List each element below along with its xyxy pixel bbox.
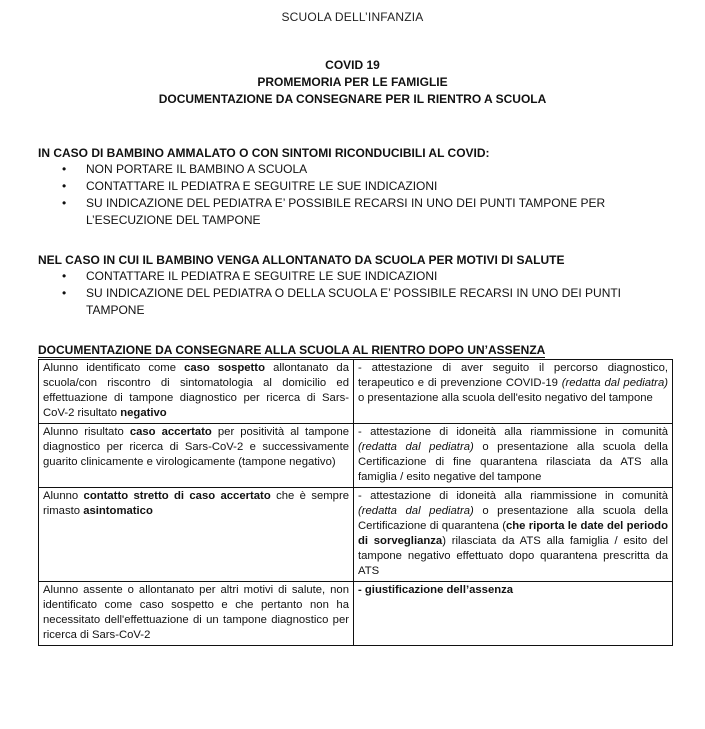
- text-segment: caso sospetto: [184, 362, 265, 374]
- title-line-3: DOCUMENTAZIONE DA CONSEGNARE PER IL RIENTRO A SCUOLA: [158, 92, 547, 106]
- text-segment: o presentazione alla scuola dell'esito negativo del tampone: [358, 392, 653, 404]
- text-segment: (redatta dal pediatra): [358, 441, 474, 453]
- table-row: [39, 360, 673, 424]
- text-segment: che riporta le date del periodo di sorveglianza: [358, 520, 668, 547]
- instruction-list: [38, 268, 678, 319]
- text-segment: negativo: [120, 407, 167, 419]
- text-segment: ) rilasciata da ATS alla famiglia / esito del tampone negativo effettuato dopo quarantena prescritta da ATS: [358, 535, 668, 577]
- case-cell: [39, 488, 354, 582]
- list-item: • NON PORTARE IL BAMBINO A SCUOLA: [62, 162, 308, 176]
- bullet-icon: •: [62, 179, 67, 193]
- bullet-icon: •: [62, 196, 67, 210]
- list-item: • CONTATTARE IL PEDIATRA E SEGUITRE LE SUE INDICAZIONI: [62, 269, 438, 283]
- instruction-list: [38, 161, 678, 229]
- documentation-table: [38, 359, 673, 646]
- bullet-icon: •: [62, 286, 67, 300]
- table-row: [39, 488, 673, 582]
- section-heading: IN CASO DI BAMBINO AMMALATO O CON SINTOMI RICONDUCIBILI AL COVID:: [38, 146, 490, 160]
- table-row: [39, 582, 673, 646]
- text-segment: Alunno identificato come: [43, 362, 185, 374]
- document-title: [0, 57, 705, 108]
- text-segment: (redatta dal pediatra): [358, 505, 474, 517]
- title-line-1: COVID 19: [325, 58, 380, 72]
- text-segment: Alunno assente o allontanato per altri motivi di salute, non identificato come caso sospetto e che pertanto non ha necessitato dell'effettuazione di un tampone diagnostico per ricerca di Sars-CoV-2: [43, 584, 349, 641]
- text-segment: (redatta dal pediatra): [561, 377, 668, 389]
- text-segment: contatto stretto di caso accertato: [83, 490, 271, 502]
- list-item: • SU INDICAZIONE DEL PEDIATRA E’ POSSIBILE RECARSI IN UNO DEI PUNTI TAMPONE PER L’ESECUZIONE DEL TAMPONE: [62, 196, 606, 227]
- list-item: • SU INDICAZIONE DEL PEDIATRA O DELLA SCUOLA E’ POSSIBILE RECARSI IN UNO DEI PUNTI TAMPONE: [62, 286, 622, 317]
- bullet-icon: •: [62, 162, 67, 176]
- table-heading: DOCUMENTAZIONE DA CONSEGNARE ALLA SCUOLA AL RIENTRO DOPO UN’ASSENZA: [38, 343, 546, 357]
- list-item: • CONTATTARE IL PEDIATRA E SEGUITRE LE SUE INDICAZIONI: [62, 179, 438, 193]
- text-segment: asintomatico: [83, 505, 153, 517]
- text-segment: che è sempre rimasto: [43, 490, 349, 517]
- case-cell: [39, 360, 354, 424]
- text-segment: per positività al tampone diagnostico per ricerca di Sars-CoV-2 e successivamente guarito clinicamente e virologicamente (tampone negativo): [43, 426, 350, 468]
- bullet-icon: •: [62, 269, 67, 283]
- case-cell: [39, 582, 354, 646]
- case-cell: [39, 424, 354, 488]
- table-row: [39, 424, 673, 488]
- text-segment: o presentazione alla scuola della Certificazione di fine quarantena rilasciata da ATS alla famiglia / esito negative del tampone: [358, 441, 668, 483]
- text-segment: allontanato da scuola/con riscontro di sintomatologia al domicilio ed effettuazione di tampone diagnostico per ricerca di Sars-CoV-2 risultato: [43, 362, 349, 419]
- documentation-cell: [354, 360, 673, 424]
- section-heading: NEL CASO IN CUI IL BAMBINO VENGA ALLONTANATO DA SCUOLA PER MOTIVI DI SALUTE: [38, 253, 565, 267]
- text-segment: - attestazione di aver seguito il percorso diagnostico, terapeutico e di prevenzione COVID-19: [358, 362, 668, 389]
- text-segment: - attestazione di idoneità alla riammissione in comunità: [358, 426, 668, 438]
- title-line-2: PROMEMORIA PER LE FAMIGLIE: [257, 75, 448, 89]
- text-segment: Alunno risultato: [43, 426, 130, 438]
- documentation-cell: [354, 424, 673, 488]
- school-header: SCUOLA DELL’INFANZIA: [281, 10, 424, 24]
- section-sick-child: [38, 145, 678, 229]
- text-segment: - giustificazione dell’assenza: [358, 584, 514, 596]
- text-segment: Alunno: [43, 490, 84, 502]
- documentation-cell: [354, 488, 673, 582]
- documentation-cell: [354, 582, 673, 646]
- text-segment: caso accertato: [129, 426, 212, 438]
- text-segment: - attestazione di idoneità alla riammissione in comunità: [358, 490, 668, 502]
- section-sent-home: [38, 252, 678, 319]
- text-segment: o presentazione alla scuola della Certificazione di quarantena (: [358, 505, 668, 532]
